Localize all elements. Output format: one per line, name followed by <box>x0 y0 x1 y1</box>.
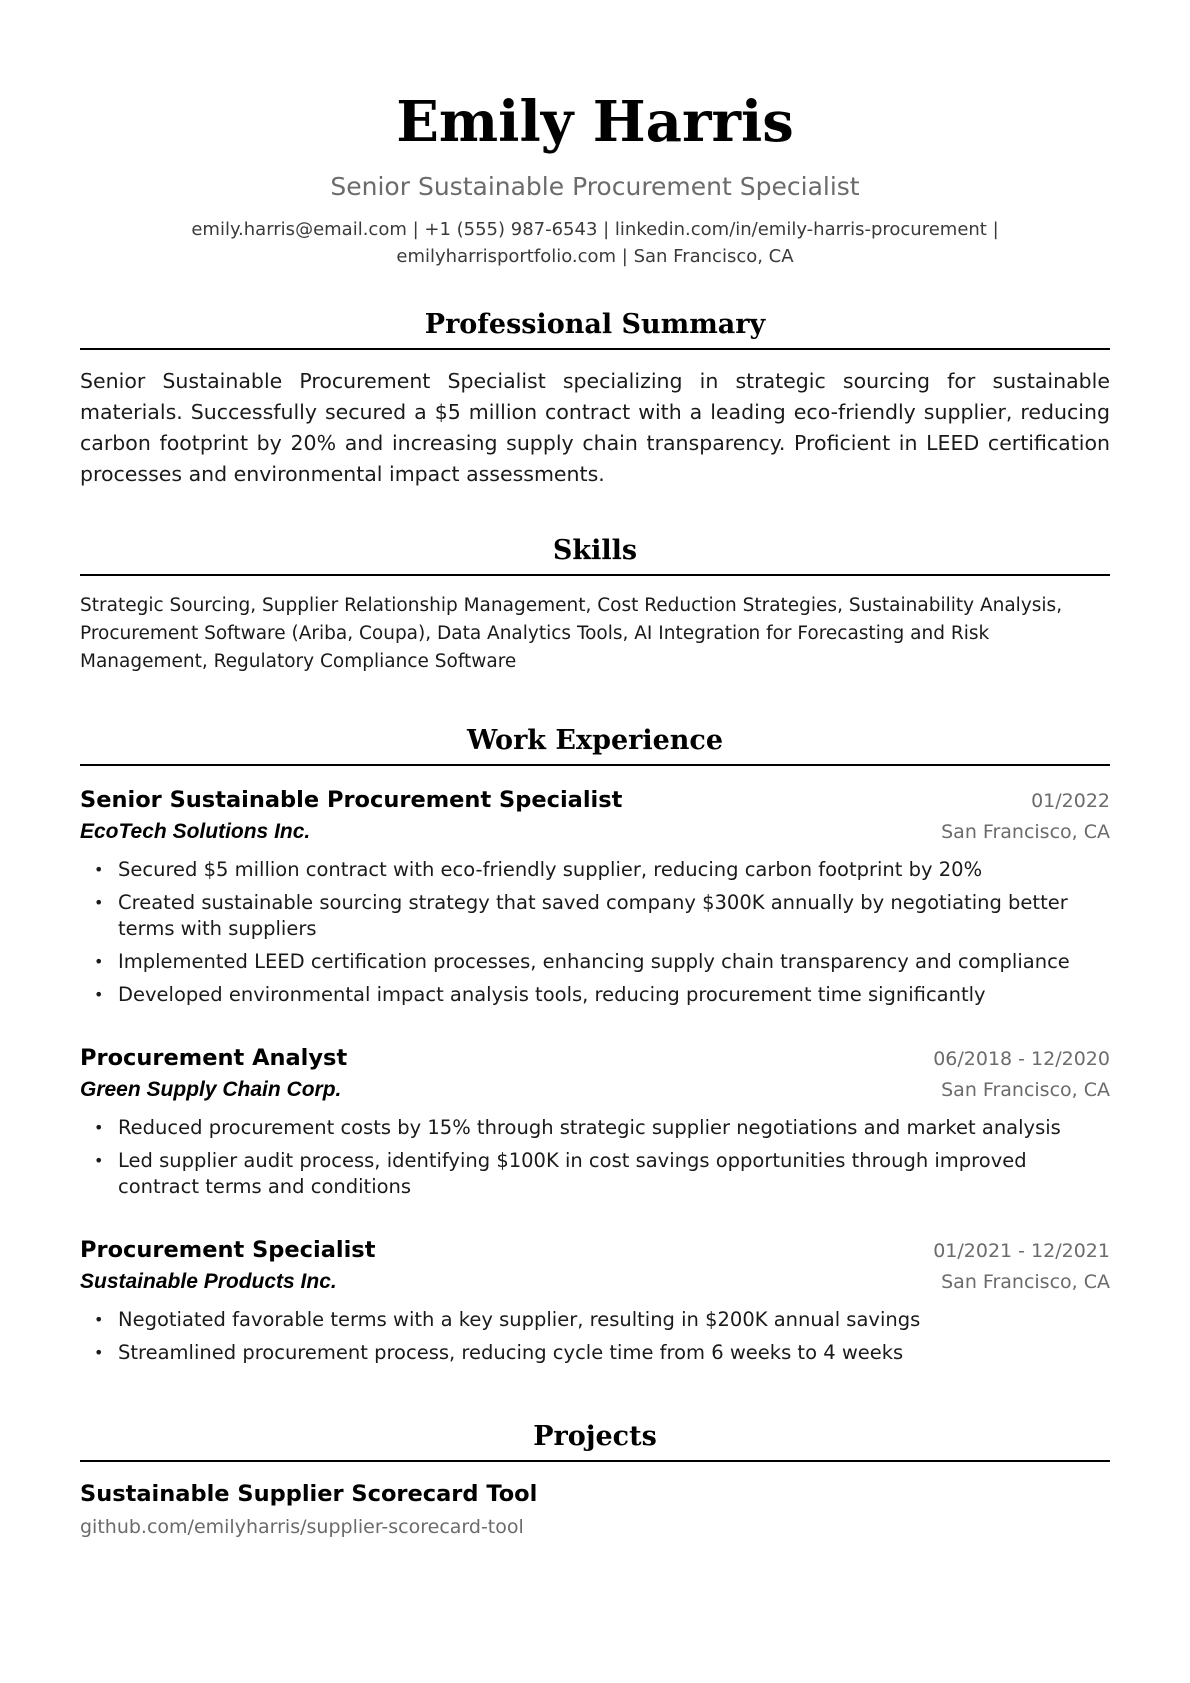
resume-header <box>80 0 1110 270</box>
summary-heading: Professional Summary <box>80 306 1110 350</box>
job-location: San Francisco, CA <box>941 1079 1110 1101</box>
work-experience-heading: Work Experience <box>80 722 1110 766</box>
job-bullet: • Implemented LEED certification processes, enhancing supply chain transparency and compliance <box>80 949 1110 975</box>
project-link[interactable]: github.com/emilyharris/supplier-scorecard-tool <box>80 1516 524 1538</box>
job-bullets <box>80 857 1110 1008</box>
summary-text: Senior Sustainable Procurement Specialist specializing in strategic sourcing for sustainable materials. Successfully secured a $5 million contract with a leading eco-friendly supplier, reducing carbon footprint by 20% and increasing supply chain transparency. Proficient in LEED certification processes and environmental impact assessments. <box>80 369 1110 486</box>
job-title: Senior Sustainable Procurement Specialist <box>80 787 623 813</box>
job-location: San Francisco, CA <box>941 1271 1110 1293</box>
job-company: Sustainable Products Inc. <box>80 1270 337 1293</box>
job-bullet: • Created sustainable sourcing strategy that saved company $300K annually by negotiating better terms with suppliers <box>80 890 1110 942</box>
skills-text: Strategic Sourcing, Supplier Relationship Management, Cost Reduction Strategies, Sustainability Analysis, Procurement Software (Ariba, Coupa), Data Analytics Tools, AI Integration for Forecasting and Risk Management, Regulatory Compliance Software <box>80 595 1063 672</box>
job-date: 01/2021 - 12/2021 <box>933 1240 1110 1262</box>
job-title: Procurement Specialist <box>80 1237 376 1263</box>
job-bullet: • Negotiated favorable terms with a key supplier, resulting in $200K annual savings <box>80 1307 1110 1333</box>
skills-heading: Skills <box>80 532 1110 576</box>
job-location: San Francisco, CA <box>941 821 1110 843</box>
job-bullet: • Developed environmental impact analysis tools, reducing procurement time significantly <box>80 982 1110 1008</box>
contact-info <box>80 216 1110 270</box>
job-entry <box>80 1234 1110 1366</box>
contact-line-2: emilyharrisportfolio.com | San Francisco, CA <box>396 246 794 267</box>
job-bullets <box>80 1115 1110 1200</box>
job-company: Green Supply Chain Corp. <box>80 1078 342 1101</box>
job-title: Procurement Analyst <box>80 1045 348 1071</box>
job-date: 06/2018 - 12/2020 <box>933 1048 1110 1070</box>
job-bullets <box>80 1307 1110 1366</box>
candidate-name: Emily Harris <box>396 89 794 155</box>
project-title: Sustainable Supplier Scorecard Tool <box>80 1481 538 1507</box>
job-bullet: • Reduced procurement costs by 15% through strategic supplier negotiations and market analysis <box>80 1115 1110 1141</box>
job-date: 01/2022 <box>1031 790 1110 812</box>
projects-heading: Projects <box>80 1418 1110 1462</box>
job-entry <box>80 1042 1110 1200</box>
job-bullet: • Led supplier audit process, identifying $100K in cost savings opportunities through improved contract terms and conditions <box>80 1148 1110 1200</box>
project-entry <box>80 1478 1110 1542</box>
job-company: EcoTech Solutions Inc. <box>80 820 311 843</box>
job-entry <box>80 784 1110 1008</box>
candidate-title: Senior Sustainable Procurement Specialist <box>330 172 860 201</box>
contact-line-1: emily.harris@email.com | +1 (555) 987-6543 | linkedin.com/in/emily-harris-procurement | <box>191 219 999 240</box>
job-bullet: • Secured $5 million contract with eco-friendly supplier, reducing carbon footprint by 20% <box>80 857 1110 883</box>
job-bullet: • Streamlined procurement process, reducing cycle time from 6 weeks to 4 weeks <box>80 1340 1110 1366</box>
